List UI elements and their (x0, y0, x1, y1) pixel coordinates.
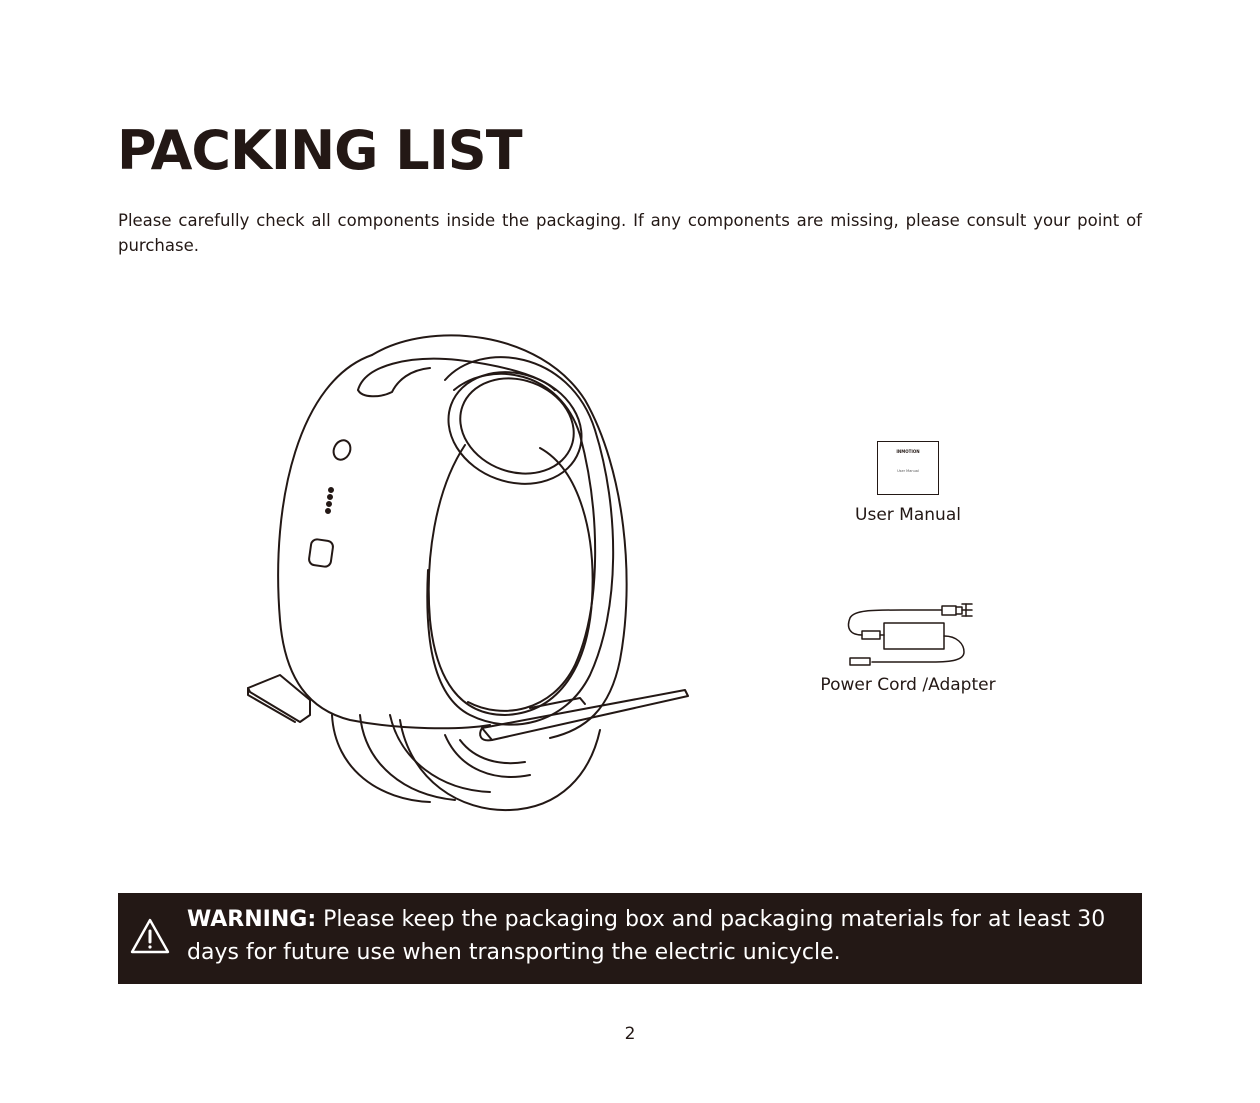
intro-paragraph: Please carefully check all components inside the packaging. If any components are missing, please consult your point of purchase. (118, 211, 1142, 255)
manual-cover-brand: INMOTION (896, 449, 920, 454)
warning-message: Please keep the packaging box and packaging materials for at least 30 days for future use when transporting the electric unicycle. (187, 907, 1106, 965)
user-manual-icon (877, 441, 939, 495)
page-title: PACKING LIST (117, 119, 522, 182)
manual-cover-title: User Manual (897, 469, 919, 473)
power-adapter-icon (842, 600, 976, 670)
warning-label: WARNING: (187, 907, 317, 932)
unicycle-illustration (240, 320, 700, 820)
user-manual-label: User Manual (855, 505, 961, 525)
power-adapter-label: Power Cord /Adapter (820, 675, 996, 695)
warning-text (187, 903, 1127, 969)
page-number: 2 (624, 1024, 636, 1044)
warning-triangle-icon (130, 917, 170, 955)
warning-banner (118, 893, 1142, 984)
